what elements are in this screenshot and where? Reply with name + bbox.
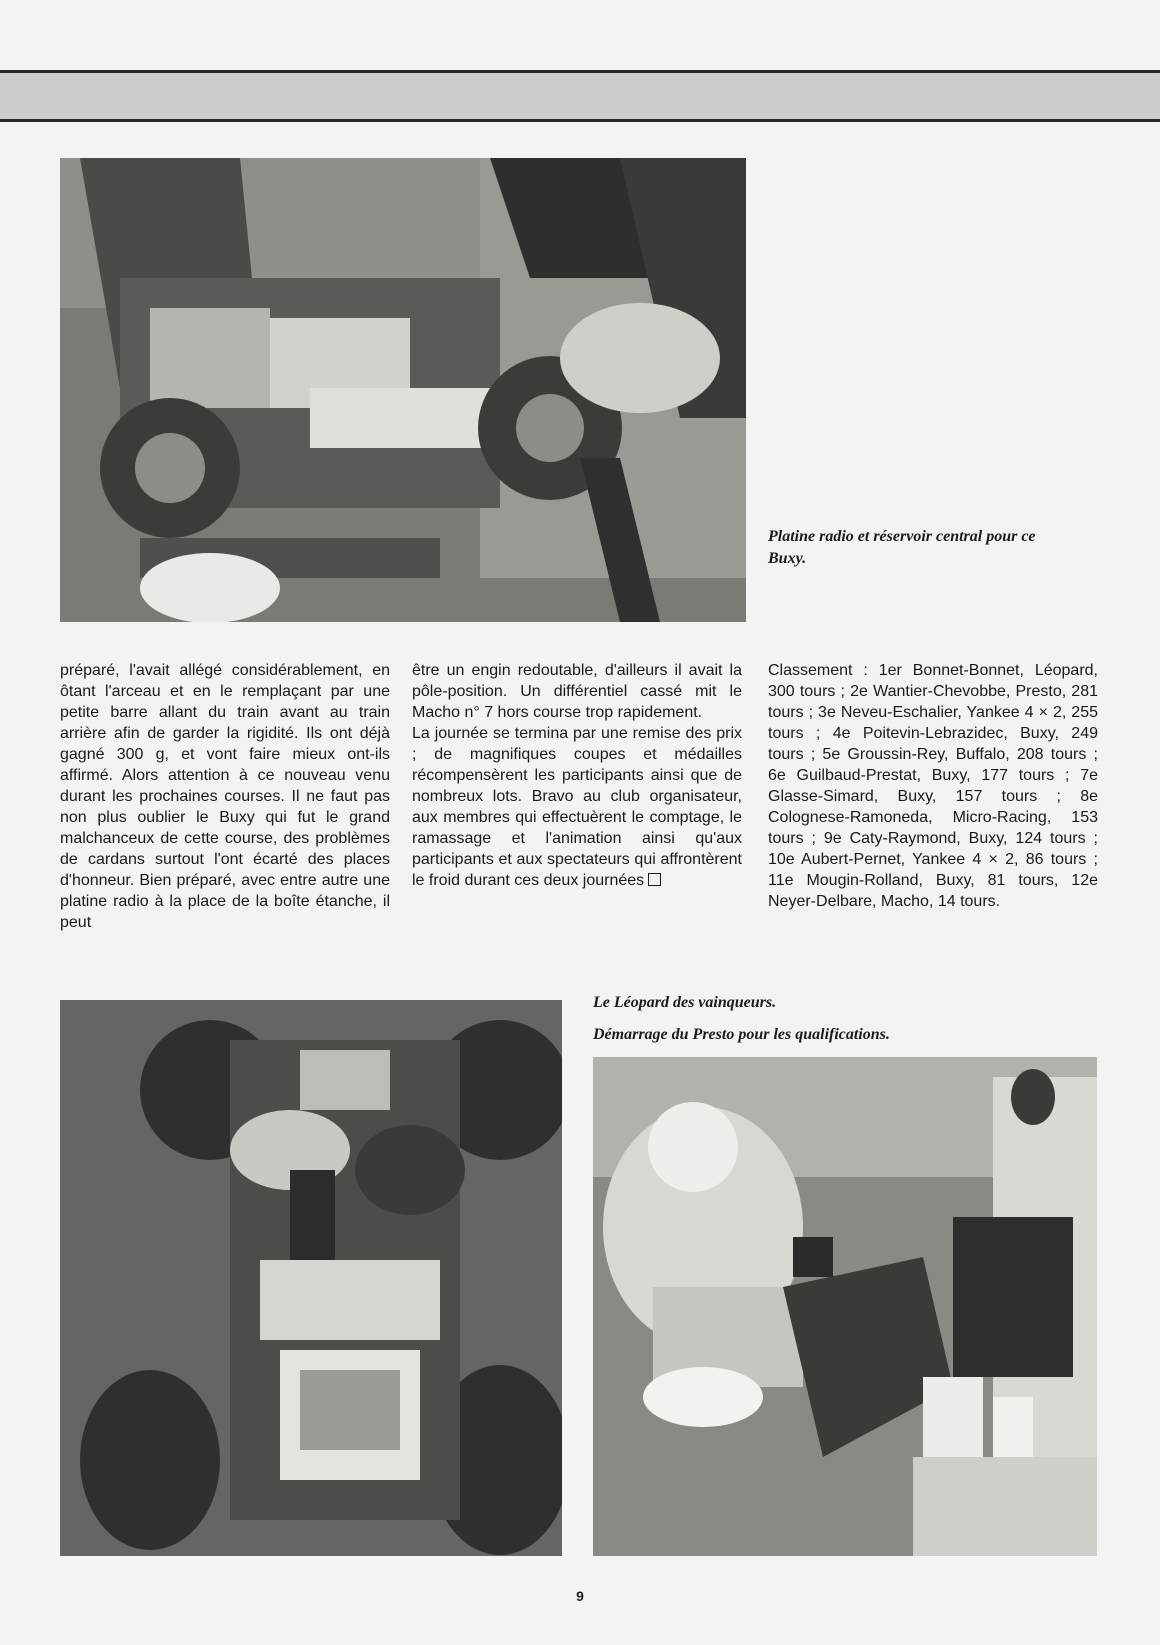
caption-presto: Démarrage du Presto pour les qualifications. [593, 1026, 890, 1043]
header-band [0, 70, 1160, 122]
caption-buxy: Platine radio et réservoir central pour ce Buxy. [768, 528, 1036, 567]
photo-presto-start [593, 1057, 1097, 1556]
classement-paragraph: Classement : 1er Bonnet-Bonnet, Léopard, 300 tours ; 2e Wantier-Chevobbe, Presto, 281 tours ; 3e Neveu-Eschalier, Yankee 4 × 2, 255 tours ; 4e Poitevin-Lebrazidec, Buxy, 249 tours ; 5e Groussin-Rey, Buffalo, 208 tours ; 6e Guilbaud-Prestat, Buxy, 177 tours ; 7e Glasse-Simard, Buxy, 157 tours ; 8e Colognese-Ramoneda, Micro-Racing, 153 tours ; 9e Caty-Raymond, Buxy, 124 tours ; 10e Aubert-Pernet, Yankee 4 × 2, 86 tours ; 11e Mougin-Rolland, Buxy, 81 tours, 12e Neyer-Delbare, Macho, 14 tours. [768, 662, 1098, 910]
column-1-paragraph: préparé, l'avait allégé considérablement, en ôtant l'arceau et en le remplaçant par une petite barre allant du train avant au train arrière afin de garder la rigidité. Ils ont déjà gagné 300 g, et vont faire mieux ont-ils affirmé. Alors attention à ce nouveau venu durant les prochaines courses. Il ne faut pas non plus oublier le Buxy qui fut le grand malchanceux de cette course, des problèmes de cardans surtout l'ont écarté des places d'honneur. Bien préparé, avec entre autre une platine radio à la place de la boîte étanche, il peut [60, 662, 390, 931]
text-column-2 [412, 660, 742, 891]
page-number: 9 [576, 1588, 584, 1604]
text-column-1 [60, 660, 390, 933]
photo-buxy-radio-plate [60, 158, 746, 622]
caption-leopard: Le Léopard des vainqueurs. [593, 994, 777, 1011]
column-2-paragraph-2: La journée se termina par une remise des prix ; de magnifiques coupes et médailles récompensèrent les participants ainsi que de nombreux lots. Bravo au club organisateur, aux membres qui effectuèrent le comptage, le ramassage et l'animation ainsi qu'aux participants et aux spectateurs qui affrontèrent le froid durant ces deux journées [412, 725, 742, 889]
photo-leopard-winners [60, 1000, 562, 1556]
end-mark-icon [648, 873, 661, 886]
text-column-3-classement [768, 660, 1098, 912]
column-2-paragraph-1: être un engin redoutable, d'ailleurs il avait la pôle-position. Un différentiel cassé mit le Macho n° 7 hors course trop rapidement. [412, 662, 742, 721]
